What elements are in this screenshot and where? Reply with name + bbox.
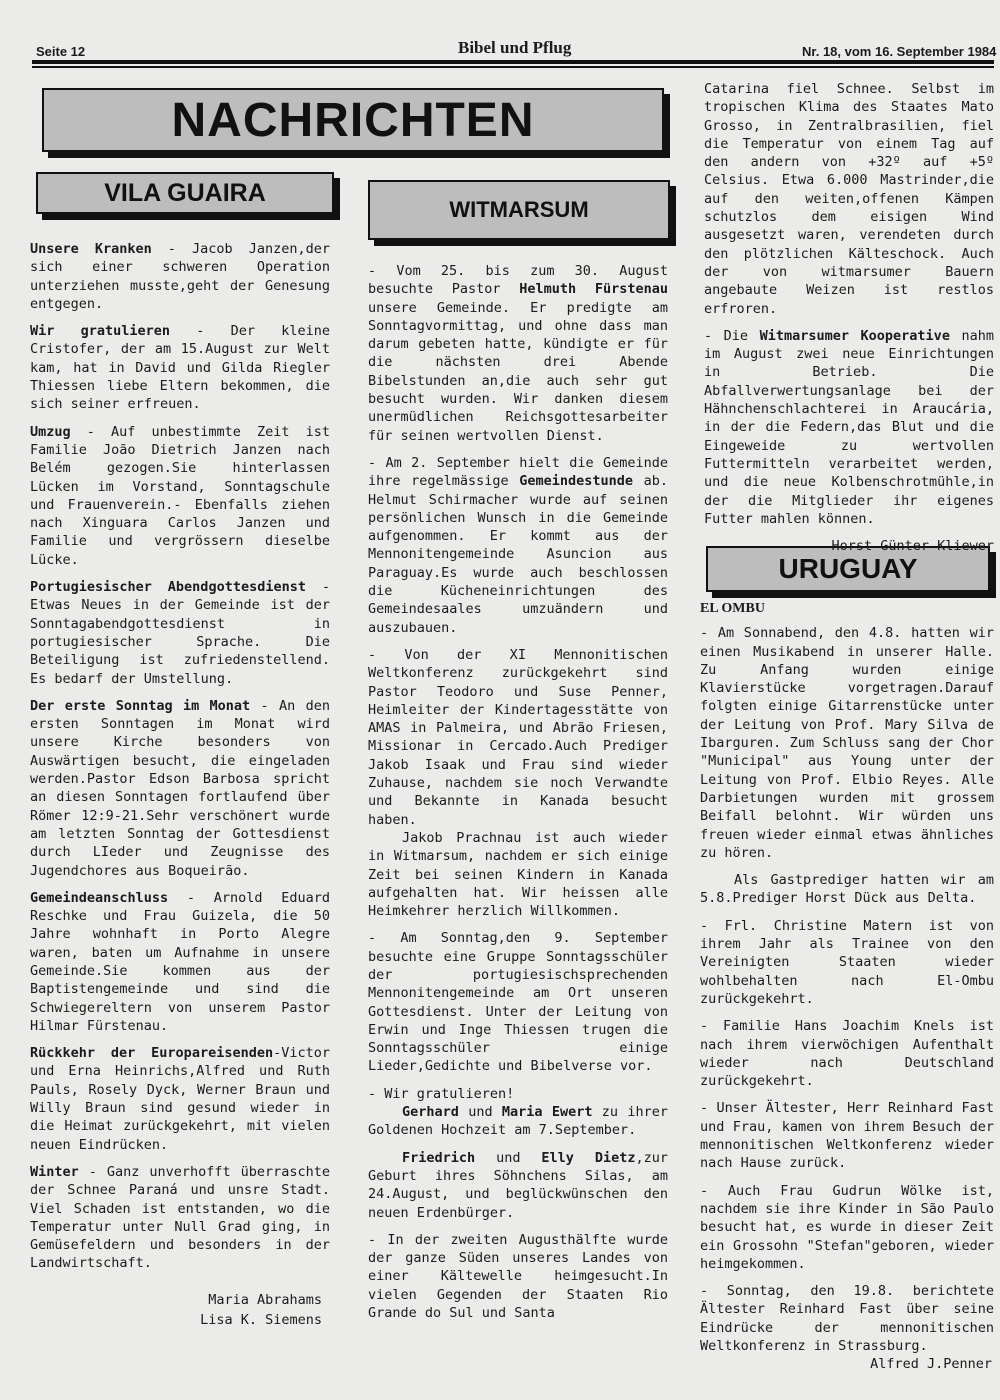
news-item [30,240,330,313]
news-item: - Von der XI Mennonitischen Weltkonferenz zurückgekehrt sind Pastor Teodoro und Suse Penner, Heimleiter der Kindertagesstätte von AMAS in Palmeira, und Abrão Friesen, Missionar in Cercado.Auch Prediger Jakob Isaak und Frau sind wieder Zuhause, nachdem sie noch Verwandte und Bekannte in Kanada besucht haben. [368,646,668,828]
item-text: ,zur Geburt ihres Söhnchens Silas, am 24.August, und beglückwünschen den neuen Erdenbürger. [368,1149,669,1221]
news-item: - Unser Ältester, Herr Reinhard Fast und Frau, kamen von ihrem Besuch der mennonitischen Weltkonferenz wieder nach Hause zurück. [700,1100,994,1172]
section-title-vila-guaira: VILA GUAIRA [36,172,334,214]
item-text: und [475,1149,542,1166]
item-text: - Auf unbestimmte Zeit ist Familie João Dietrich Janzen nach Belém gezogen.Sie hinterlassen Lücken im Vorstand, Sonntagschule und Frauenverein.- Ebenfalls ziehen nach Xinguara Carlos Janzen und Familie und vergrössern dieselbe Lücke. [30,423,330,568]
item-bold: Maria Ewert [501,1104,593,1121]
item-text: - Etwas Neues in der Gemeinde ist der Sonntagabendgottesdienst in portugiesischer Sprache. Die Beteiligung ist zufriedenstellend. Es bedarf der Umstellung. [30,579,330,687]
issue-info: Nr. 18, vom 16. September 1984 [802,44,997,59]
item-text: und [458,1104,502,1121]
news-item [30,1044,330,1154]
subsection-heading: EL OMBU [700,601,765,616]
item-heading: Der erste Sonntag im Monat [30,697,251,714]
page-title: NACHRICHTEN [42,88,664,152]
item-text: - Am 2. September hielt die Gemeinde ihre regelmässige [368,454,668,490]
column-witmarsum-continued [704,80,994,557]
item-text: zu ihrer Goldenen Hochzeit am 7.September. [368,1104,669,1139]
news-item: - In der zweiten Augusthälfte wurde der ganze Süden unseres Landes von einer Kältewelle heimgesucht.In vielen Gegenden der Staaten Rio Grande do Sul und Santa [368,1231,668,1322]
item-text: - Vom 25. bis zum 30. August besuchte Pastor [368,263,668,298]
item-heading: Unsere Kranken [30,241,152,257]
item-bold: Helmuth Fürstenau [519,281,668,298]
news-item [30,423,330,569]
header-rule [32,60,994,64]
page-number: Seite 12 [36,44,86,59]
item-heading: Gemeindeanschluss [30,889,169,906]
column-witmarsum [368,262,668,1331]
news-item: - Am Sonnabend, den 4.8. hatten wir einen Musikabend in unserer Halle. Zu Anfang wurden einige Klavierstücke vorgetragen.Darauf folgten einige Gitarrenstücke unter der Leitung von Prof. Mary Silva de Ibarguren. Zum Schluss sang der Chor "Municipal" aus Young unter der Leitung von Prof. Elbio Reyes. Alle Darbietungen wurden mit grossem Beifall belohnt. Wir würden uns freuen wieder einmal etwas ähnliches zu hören. [700,625,994,861]
item-text: nahm im August zwei neue Einrichtungen in Betrieb. Die Abfallverwertungsanlage bei der Hähnchenschlachterei in Araucária, in der die Federn,das Blut und die Eingeweide zu wertvollen Futtermitteln verarbeitet werden, und die neue Kolbenschrotmühle,in der die Mitglieder ihr eigenes Futter mahlen können. [704,327,995,527]
news-item: - Am Sonntag,den 9. September besuchte eine Gruppe Sonntagsschüler der portugiesischsprechenden Mennonitengemeinde am Ort unseren Gottesdienst. Unter der Leitung von Erwin und Inge Thiessen trugen die Sonntagsschüler einige Lieder,Gedichte und Bibelverse vor. [368,930,668,1075]
item-bold: Friedrich [402,1149,476,1166]
item-text: unsere Gemeinde. Er predigte am Sonntagvormittag, und ohne dass man darum gebeten hatte, kündigte er für die nächsten drei Abende Bibelstunden an,die auch sehr gut besucht wurden. Wir danken diesem unermüdlichen Reichsgottesarbeiter für seinen wertvollen Dienst. [368,299,668,444]
item-bold: Gerhard [402,1104,459,1121]
news-item [368,1103,668,1140]
item-text: - Ganz unverhofft überraschte der Schnee Paraná und unsre Stadt. Viel Schaden ist entstanden, wo die Temperatur unter Null Grad ging, in Gemüsefeldern und besonders in der Landwirtschaft. [30,1163,330,1272]
author-signature: Alfred J.Penner [870,1356,992,1373]
author-signature: Maria Abrahams [208,1291,322,1308]
item-text: - Arnold Eduard Reschke und Frau Guizela, die 50 Jahre wohnhaft in Porto Alegre waren, baten um Aufnahme in unsere Gemeinde.Sie kommen aus der Baptistengemeinde und sind die Schwiegereltern von unserem Pastor Hilmar Fürstenau. [30,889,330,1034]
item-bold: Elly Dietz [541,1149,636,1166]
news-item: - Auch Frau Gudrun Wölke ist, nachdem sie ihre Kinder in São Paulo besucht hat, es wurde in dieser Zeit ein Grossohn "Stefan"geboren, wieder heimgekommen. [700,1182,994,1272]
item-text: Als Gastprediger hatten wir am 5.8.Prediger Horst Dück aus Delta. [700,872,994,907]
item-text: - Der kleine Cristofer, der am 15.August zur Welt kam, hat in David und Gilda Riegler Thiessen liebe Eltern bekommen, die sich seiner erfreuen. [30,323,330,413]
section-title-uruguay: URUGUAY [706,546,990,592]
column-uruguay [700,600,994,1376]
newspaper-name: Bibel und Pflug [458,38,572,57]
item-heading: Umzug [30,423,71,440]
news-item [30,697,330,880]
item-text: ab. Helmut Schirmacher wurde auf seinen persönlichen Wunsch in die Gemeinde aufgenommen. Er kommt aus der Mennonitengemeinde Asuncion aus Paraguay.Es wurde auch beschlossen die Kücheneinrichtungen des Gemeindesaales umzuändern und auszubauen. [368,473,668,636]
news-item [368,1149,668,1222]
item-bold: Witmarsumer Kooperative [759,327,950,344]
news-item [700,871,994,908]
item-text: - An den ersten Sonntagen im Monat wird unsere Kirche besonders von Auswärtigen besucht, die eingeladen werden.Pastor Edson Barbosa spricht an diesen Sonntagen fortlaufend über Römer 12:9-21.Sehr verschönert wurde am letzten Sonntag der Gottesdienst durch LIeder und Zeugnisse des Jugendchores aus Boqueirão. [30,697,330,879]
news-item: - Sonntag, den 19.8. berichtete Ältester Reinhard Fast über seine Eindrücke der mennonitischen Weltkonferenz in Strassburg. [700,1283,994,1354]
news-item [368,454,668,637]
column-vila-guaira [30,240,330,1331]
news-item [30,889,330,1035]
item-heading: Rückkehr der Europareisenden [30,1045,274,1062]
news-item: - Frl. Christine Matern ist von ihrem Jahr als Trainee von den Vereinigten Staaten wieder wohlbehalten nach El-Ombu zurückgekehrt. [700,917,994,1007]
item-text: - Jacob Janzen,der sich einer schweren Operation unterziehen musste,geht der Genesung entgegen. [30,241,330,312]
item-text: -Victor und Erna Heinrichs,Alfred und Ruth Pauls, Rosely Dyck, Werner Braun und Willy Braun sind gesund wieder in die Heimat zurückgekehrt, mit vielen neuen Eindrücken. [30,1045,330,1153]
author-signature: Horst Günter Kliewer [831,538,994,555]
item-text: - Die [704,327,760,344]
news-item: Catarina fiel Schnee. Selbst im tropischen Klima des Staates Mato Grosso, in Zentralbrasilien, fiel die Temperatur von einem Tag auf den andern von +32º auf +5º Celsius. Etwa 6.000 Mastrinder,die auf den weiten,offenen Kämpen schutzlos dem eisigen Wind ausgesetzt waren, verendeten durch den plötzlichen Kälteschock. Auch der von witmarsumer Bauern angebaute Weizen ist restlos erfroren. [704,81,994,317]
item-heading: Wir gratulieren [30,323,171,340]
item-heading: Winter [30,1163,79,1180]
author-signature: Lisa K. Siemens [200,1312,322,1329]
news-item [704,327,994,528]
news-item: - Familie Hans Joachim Knels ist nach ihrem vierwöchigen Aufenthalt wieder nach Deutschland zurückgekehrt. [700,1018,994,1090]
item-text: Jakob Prachnau ist auch wieder in Witmarsum, nachdem er sich einige Zeit bei seinen Kindern in Kanada aufgehalten hat. Wir heissen alle Heimkehrer herzlich Willkommen. [368,829,668,920]
section-title-witmarsum: WITMARSUM [368,180,670,240]
item-heading: Portugiesischer Abendgottesdienst [30,579,306,596]
news-item [30,578,330,688]
header-rule-thin [32,66,994,68]
news-item [368,829,668,920]
news-item [30,322,330,413]
news-item [30,1163,330,1273]
item-bold: Gemeindestunde [519,473,634,490]
news-item [368,262,668,445]
news-item: - Wir gratulieren! [368,1085,515,1102]
